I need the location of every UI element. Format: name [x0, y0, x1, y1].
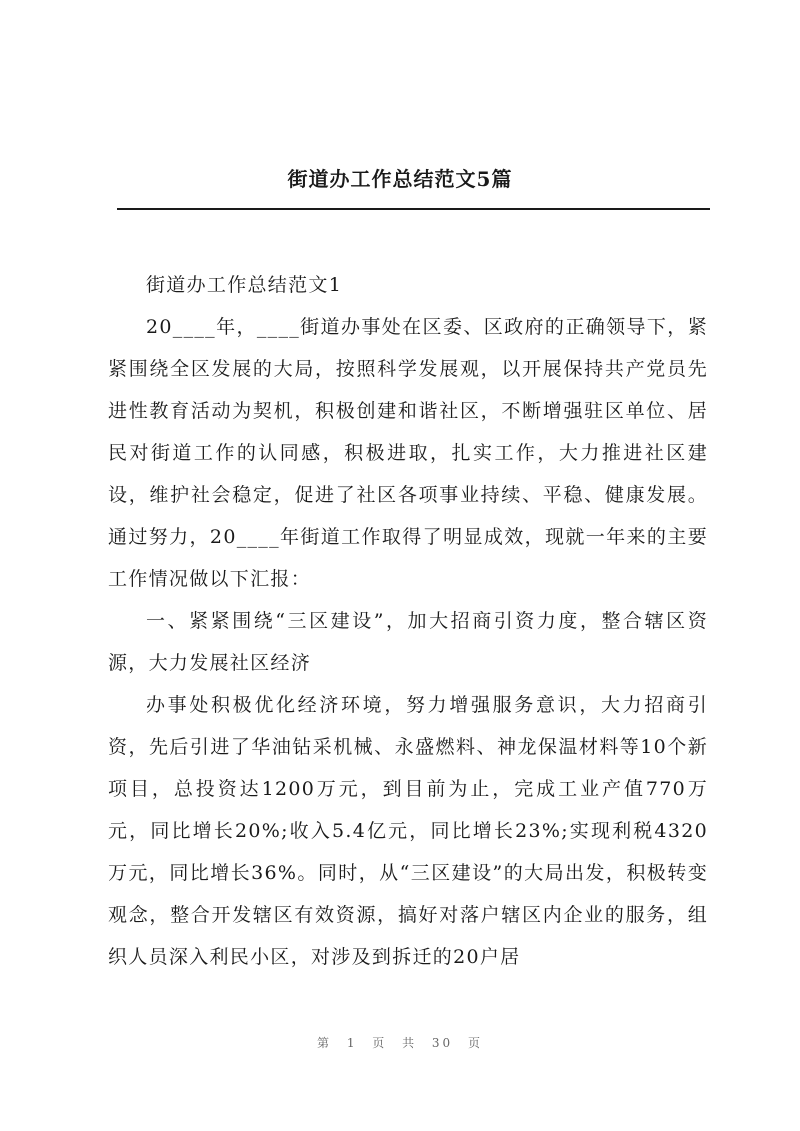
page-footer: 第 1 页 共 30 页 — [317, 1036, 483, 1050]
document-title: 街道办工作总结范文5篇 — [287, 167, 513, 191]
document-body — [108, 264, 708, 978]
body-paragraph: 20____年，____街道办事处在区委、区政府的正确领导下，紧紧围绕全区发展的大局，按照科学发展观，以开展保持共产党员先进性教育活动为契机，积极创建和谐社区，不断增强驻区单位、居民对街道工作的认同感，积极进取，扎实工作，大力推进社区建设，维护社会稳定，促进了社区各项事业持续、平稳、健康发展。通过努力，20____年街道工作取得了明显成效，现就一年来的主要工作情况做以下汇报： — [108, 316, 708, 590]
subsection-heading: 一、紧紧围绕“三区建设”，加大招商引资力度，整合辖区资源，大力发展社区经济 — [108, 610, 708, 674]
title-underline — [117, 208, 710, 210]
section-heading: 街道办工作总结范文1 — [146, 274, 343, 296]
body-paragraph: 办事处积极优化经济环境，努力增强服务意识，大力招商引资，先后引进了华油钻采机械、永盛燃料、神龙保温材料等10个新项目，总投资达1200万元，到目前为止，完成工业产值770万元，同比增长20%;收入5.4亿元，同比增长23%;实现利税4320万元，同比增长36%。同时，从“三区建设”的大局出发，积极转变观念，整合开发辖区有效资源，搞好对落户辖区内企业的服务，组织人员深入利民小区，对涉及到拆迁的20户居 — [108, 694, 708, 968]
